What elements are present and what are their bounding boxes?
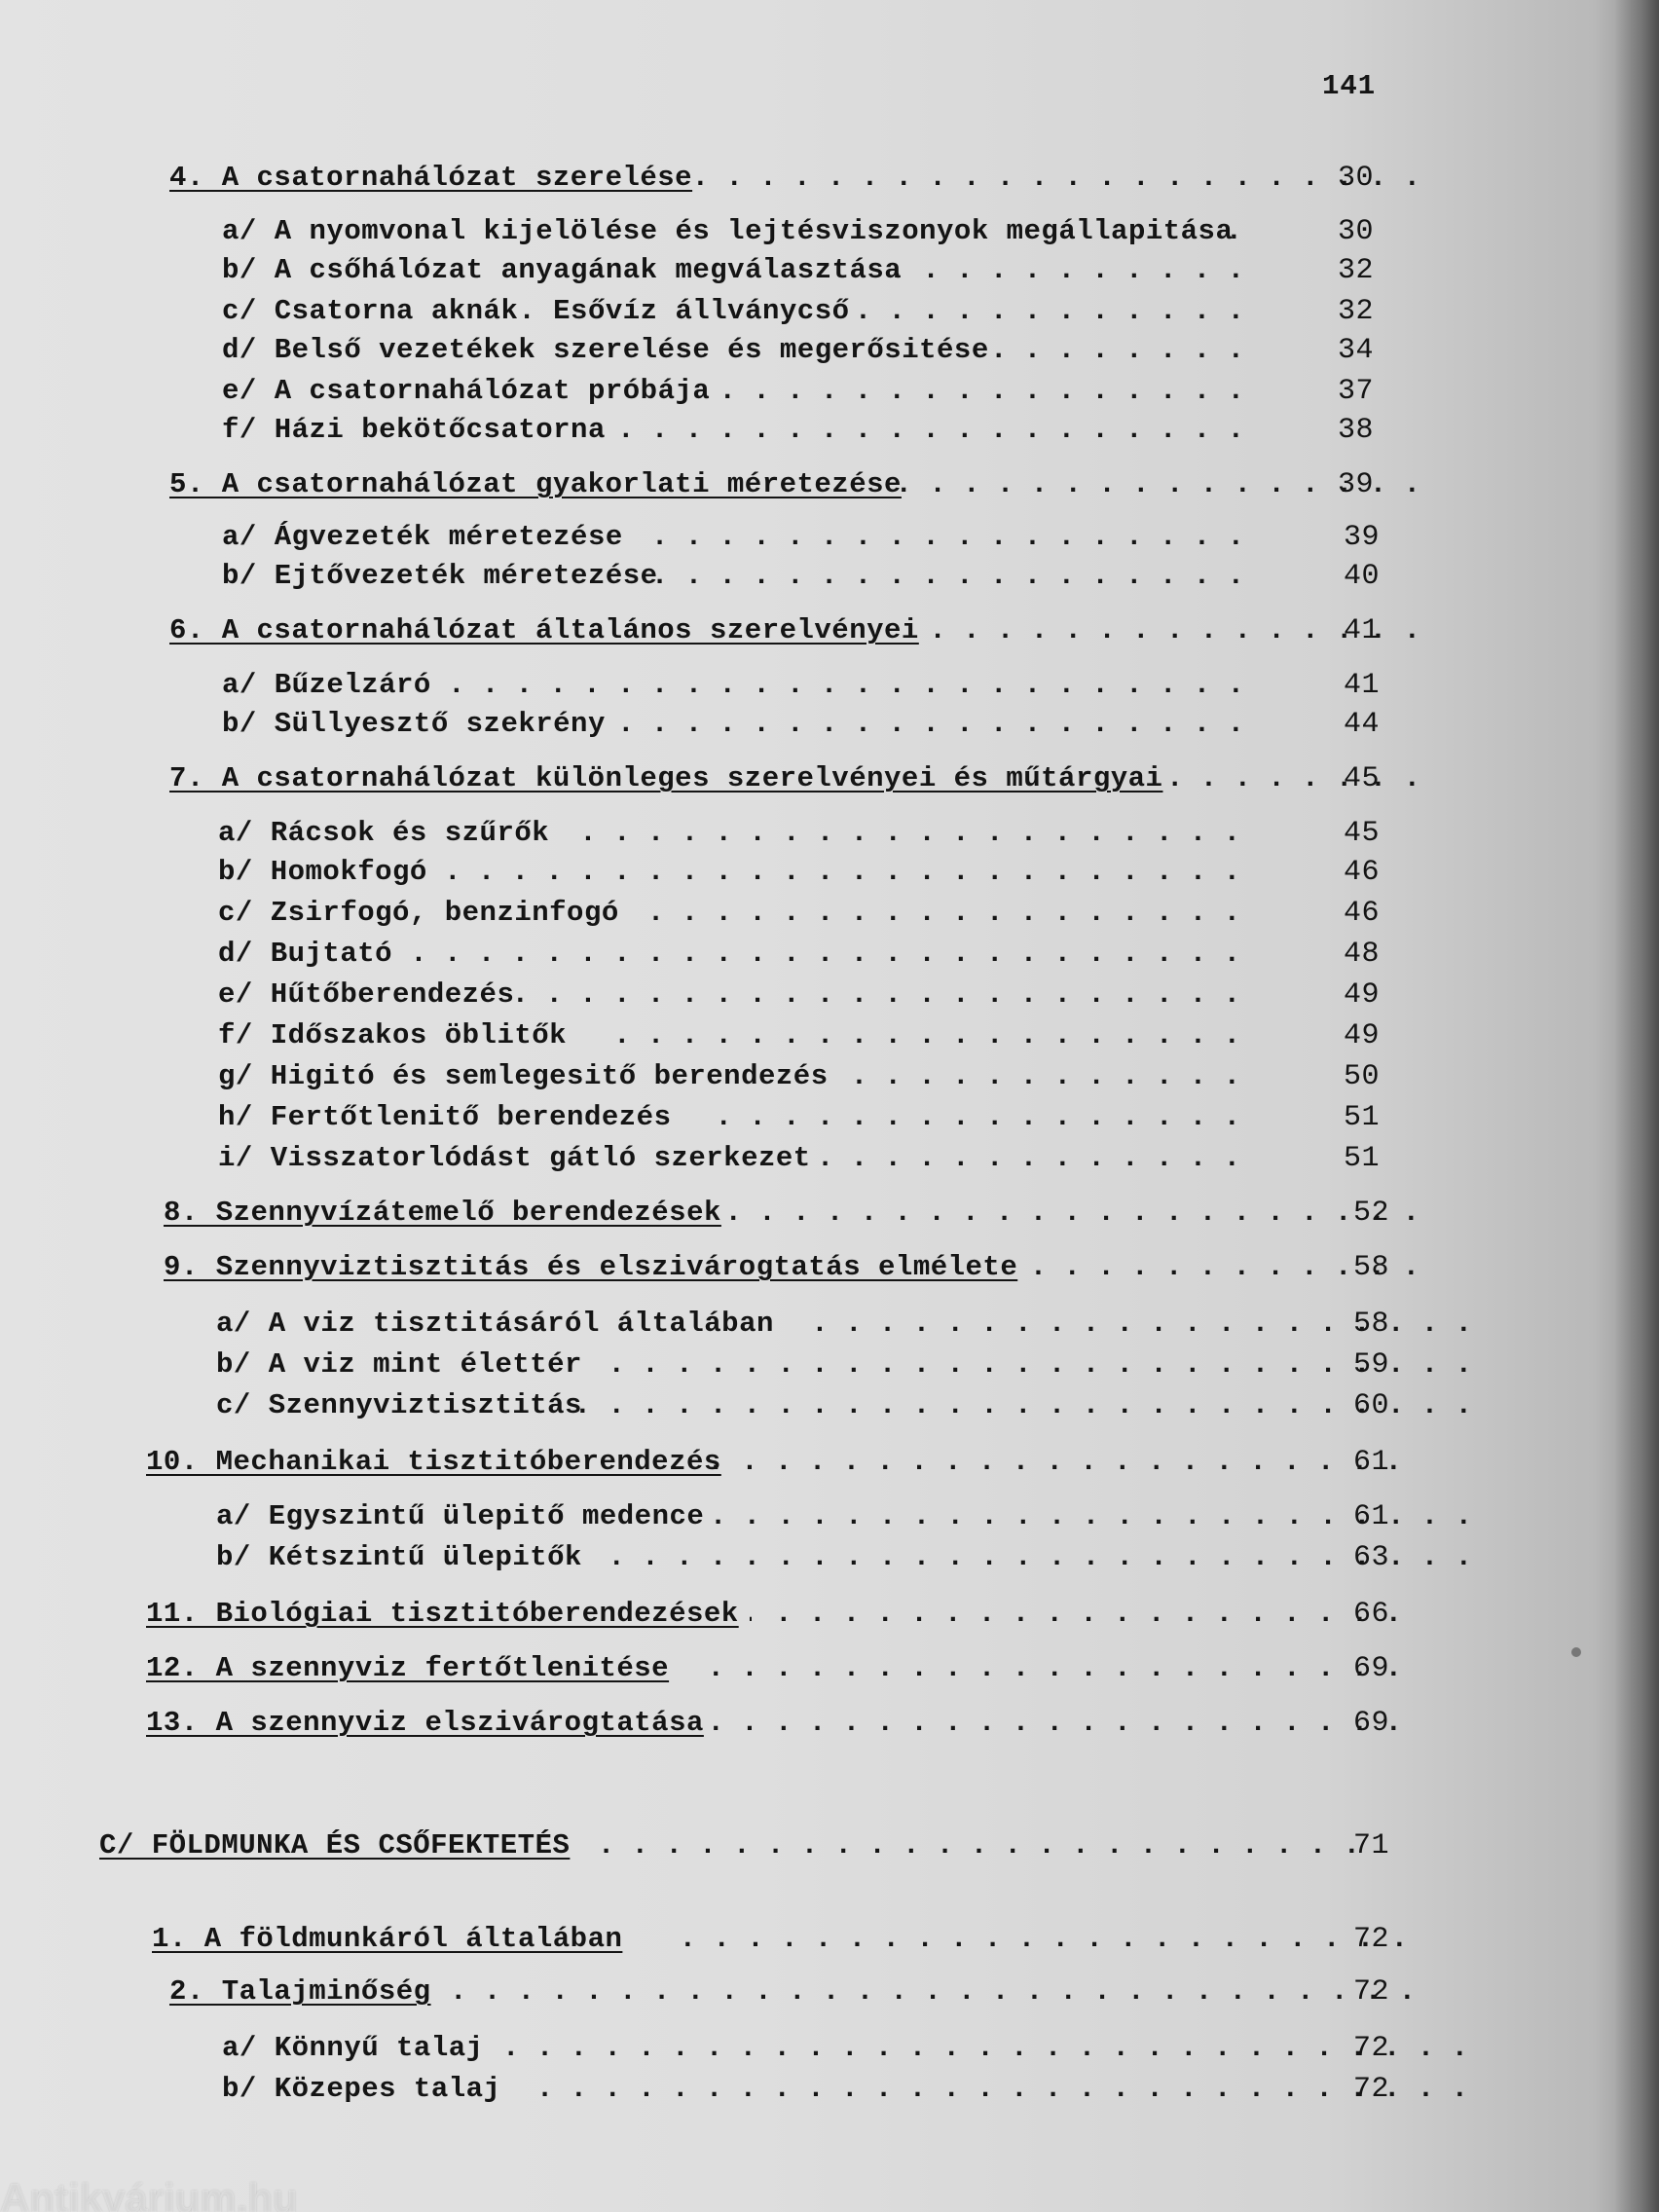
toc-entry xyxy=(216,1386,1390,1425)
toc-entry xyxy=(222,2070,1390,2109)
toc-entry-title: 12. A szennyviz fertőtlenitése xyxy=(146,1652,670,1684)
toc-entry-page: 46 xyxy=(1344,856,1381,889)
toc-entry-title: a/ Ágvezeték méretezése xyxy=(222,521,623,553)
toc-entry-title: i/ Visszatorlódást gátló szerkezet xyxy=(218,1142,811,1174)
toc-entry-title: c/ Csatorna aknák. Esővíz állványcső xyxy=(222,295,850,327)
toc-entry-page: 72 xyxy=(1353,2032,1390,2065)
dot-leader xyxy=(658,1920,1408,1959)
toc-entry xyxy=(222,372,1375,411)
toc-entry-page: 63 xyxy=(1353,1541,1390,1574)
toc-entry-page: 45 xyxy=(1344,762,1381,795)
toc-entry-page: 39 xyxy=(1338,468,1375,501)
toc-entry-title: d/ Bujtató xyxy=(218,938,393,970)
dot-leader xyxy=(750,1595,1402,1634)
dot-leader xyxy=(845,292,1244,331)
page-number: 141 xyxy=(1322,70,1377,102)
toc-entry-title: c/ Zsirfogó, benzinfogó xyxy=(218,897,619,929)
toc-entry-page: 49 xyxy=(1344,1019,1381,1052)
dot-leader xyxy=(831,1057,1240,1096)
toc-entry xyxy=(164,1194,1390,1233)
toc-entry xyxy=(164,1248,1390,1287)
toc-entry-title: 8. Szennyvízátemelő berendezések xyxy=(164,1197,721,1229)
toc-entry-title: 7. A csatornahálózat különleges szerelvényei és műtárgyai xyxy=(169,762,1163,794)
toc-entry-title: a/ A nyomvonal kijelölése és lejtésviszonyok megállapitása xyxy=(222,215,1234,247)
toc-entry xyxy=(218,814,1381,853)
toc-entry xyxy=(222,292,1375,331)
toc-entry-page: 41 xyxy=(1344,669,1381,702)
toc-entry-title: b/ Ejtővezeték méretezése xyxy=(222,560,658,592)
toc-entry-page: 38 xyxy=(1338,414,1375,447)
toc-entry xyxy=(169,159,1375,198)
dot-leader xyxy=(691,1649,1402,1688)
toc-entry-title: b/ A viz mint élettér xyxy=(216,1348,582,1381)
toc-entry-title: 10. Mechanikai tisztitóberendezés xyxy=(146,1446,721,1478)
toc-entry-title: e/ A csatornahálózat próbája xyxy=(222,375,711,407)
toc-entry xyxy=(216,1497,1390,1536)
toc-entry xyxy=(146,1443,1390,1482)
toc-entry xyxy=(216,1305,1390,1344)
page-edge-shadow xyxy=(1614,0,1659,2212)
dot-leader xyxy=(576,1386,1472,1425)
dot-leader xyxy=(894,251,1244,290)
toc-entry-page: 72 xyxy=(1353,1923,1390,1956)
dot-leader xyxy=(627,894,1240,933)
toc-entry-title: 5. A csatornahálózat gyakorlati méretezése xyxy=(169,468,902,500)
toc-entry-page: 40 xyxy=(1344,560,1381,593)
toc-entry xyxy=(222,331,1375,370)
toc-entry-page: 39 xyxy=(1344,521,1381,554)
paper-speck xyxy=(1571,1647,1581,1657)
dot-leader xyxy=(711,1443,1402,1482)
toc-entry-title: 6. A csatornahálózat általános szerelvényei xyxy=(169,614,919,646)
toc-entry-title: b/ Süllyesztő szekrény xyxy=(222,708,606,740)
toc-entry-page: 30 xyxy=(1338,215,1375,248)
toc-entry-page: 46 xyxy=(1344,897,1381,930)
dot-leader xyxy=(586,1346,1472,1384)
toc-entry-title: c/ Szennyviztisztitás xyxy=(216,1389,582,1421)
toc-entry-page: 72 xyxy=(1353,2073,1390,2106)
toc-entry xyxy=(169,759,1381,798)
toc-entry-page: 34 xyxy=(1338,334,1375,367)
toc-entry xyxy=(222,251,1375,290)
dot-leader xyxy=(711,1704,1402,1743)
toc-entry-page: 32 xyxy=(1338,295,1375,328)
toc-entry xyxy=(146,1704,1390,1743)
toc-entry-page: 50 xyxy=(1344,1060,1381,1093)
toc-entry xyxy=(222,666,1381,705)
toc-entry-page: 61 xyxy=(1353,1500,1390,1533)
toc-entry-page: 58 xyxy=(1353,1308,1390,1341)
dot-leader xyxy=(514,2070,1468,2109)
toc-entry-title: b/ A csőhálózat anyagának megválasztása xyxy=(222,254,903,286)
toc-entry-title: a/ Könnyű talaj xyxy=(222,2032,484,2064)
toc-entry-page: 30 xyxy=(1338,162,1375,195)
toc-entry xyxy=(218,853,1381,892)
dot-leader xyxy=(452,1972,1416,2011)
dot-leader xyxy=(510,976,1240,1014)
toc-entry xyxy=(222,411,1375,450)
toc-entry-page: 58 xyxy=(1353,1251,1390,1284)
toc-entry-title: 11. Biológiai tisztitóberendezések xyxy=(146,1598,739,1630)
toc-entry-page: 44 xyxy=(1344,708,1381,741)
toc-entry-page: 51 xyxy=(1344,1101,1381,1134)
toc-entry xyxy=(146,1595,1390,1634)
toc-entry-title: f/ Időszakos öblitők xyxy=(218,1019,568,1051)
toc-entry xyxy=(222,2029,1390,2068)
dot-leader xyxy=(596,1538,1472,1577)
dot-leader xyxy=(611,705,1244,744)
dot-leader xyxy=(393,935,1240,974)
toc-entry-title: b/ Kétszintű ülepitők xyxy=(216,1541,582,1573)
dot-leader xyxy=(423,853,1240,892)
toc-entry xyxy=(169,465,1375,504)
toc-entry-title: 1. A földmunkáról általában xyxy=(152,1923,623,1955)
dot-leader xyxy=(495,2029,1468,2068)
toc-entry-page: 59 xyxy=(1353,1348,1390,1382)
toc-entry-title: a/ A viz tisztitásáról általában xyxy=(216,1308,774,1340)
dot-leader xyxy=(991,331,1244,370)
toc-entry xyxy=(169,1972,1390,2011)
toc-entry xyxy=(218,1057,1381,1096)
toc-entry xyxy=(218,1098,1381,1137)
toc-entry-page: 71 xyxy=(1353,1829,1390,1862)
watermark: Antikvárium.hu xyxy=(0,2177,298,2212)
toc-entry xyxy=(218,894,1381,933)
toc-entry-title: d/ Belső vezetékek szerelése és megerősitése xyxy=(222,334,989,366)
toc-entry xyxy=(216,1538,1390,1577)
toc-entry-page: 45 xyxy=(1344,817,1381,850)
toc-entry-page: 52 xyxy=(1353,1197,1390,1230)
toc-entry xyxy=(222,518,1381,557)
toc-entry-title: g/ Higitó és semlegesitő berendezés xyxy=(218,1060,829,1092)
toc-entry xyxy=(146,1649,1390,1688)
toc-entry xyxy=(222,212,1375,251)
dot-leader xyxy=(705,1098,1240,1137)
dot-leader xyxy=(621,411,1244,450)
toc-entry xyxy=(218,935,1381,974)
toc-entry xyxy=(99,1826,1390,1865)
toc-entry-page: 66 xyxy=(1353,1598,1390,1631)
toc-entry xyxy=(216,1346,1390,1384)
dot-leader xyxy=(598,1016,1240,1055)
toc-entry-page: 69 xyxy=(1353,1707,1390,1740)
toc-entry-page: 72 xyxy=(1353,1975,1390,2009)
dot-leader xyxy=(695,159,1420,198)
toc-entry xyxy=(218,1016,1381,1055)
toc-entry xyxy=(152,1920,1390,1959)
dot-leader xyxy=(578,814,1240,853)
dot-leader xyxy=(446,666,1244,705)
toc-entry-page: 37 xyxy=(1338,375,1375,408)
toc-entry-page: 61 xyxy=(1353,1446,1390,1479)
toc-entry-page: 60 xyxy=(1353,1389,1390,1422)
toc-entry xyxy=(169,611,1381,650)
dot-leader xyxy=(719,1194,1419,1233)
toc-entry xyxy=(222,705,1381,744)
toc-entry-title: 9. Szennyviztisztitás és elszivárogtatás elmélete xyxy=(164,1251,1018,1283)
toc-entry-page: 32 xyxy=(1338,254,1375,287)
toc-entry-title: e/ Hűtőberendezés xyxy=(218,978,515,1011)
dot-leader xyxy=(650,557,1244,596)
toc-entry xyxy=(222,557,1381,596)
toc-entry-title: b/ Homokfogó xyxy=(218,856,427,888)
toc-entry-title: a/ Bűzelzáró xyxy=(222,669,431,701)
toc-entry-title: h/ Fertőtlenitő berendezés xyxy=(218,1101,672,1133)
dot-leader xyxy=(719,372,1244,411)
toc-entry-title: a/ Rácsok és szűrők xyxy=(218,817,550,849)
toc-entry-page: 69 xyxy=(1353,1652,1390,1685)
toc-entry-title: 4. A csatornahálózat szerelése xyxy=(169,162,693,194)
toc-entry xyxy=(218,1139,1381,1178)
toc-entry-title: f/ Házi bekötőcsatorna xyxy=(222,414,606,446)
toc-entry-page: 48 xyxy=(1344,938,1381,971)
toc-entry-title: 13. A szennyviz elszivárogtatása xyxy=(146,1707,704,1739)
toc-entry-page: 41 xyxy=(1344,614,1381,647)
dot-leader xyxy=(631,518,1244,557)
toc-entry-title: C/ FÖLDMUNKA ÉS CSŐFEKTETÉS xyxy=(99,1829,571,1862)
dot-leader xyxy=(1213,212,1242,251)
toc-entry-page: 51 xyxy=(1344,1142,1381,1175)
toc-entry-title: a/ Egyszintű ülepitő medence xyxy=(216,1500,705,1532)
dot-leader xyxy=(591,1826,1360,1865)
toc-entry-title: 2. Talajminőség xyxy=(169,1975,431,2008)
dot-leader xyxy=(822,1139,1240,1178)
toc-entry-title: b/ Közepes talaj xyxy=(222,2073,501,2105)
toc-entry xyxy=(218,976,1381,1014)
toc-entry-page: 49 xyxy=(1344,978,1381,1012)
